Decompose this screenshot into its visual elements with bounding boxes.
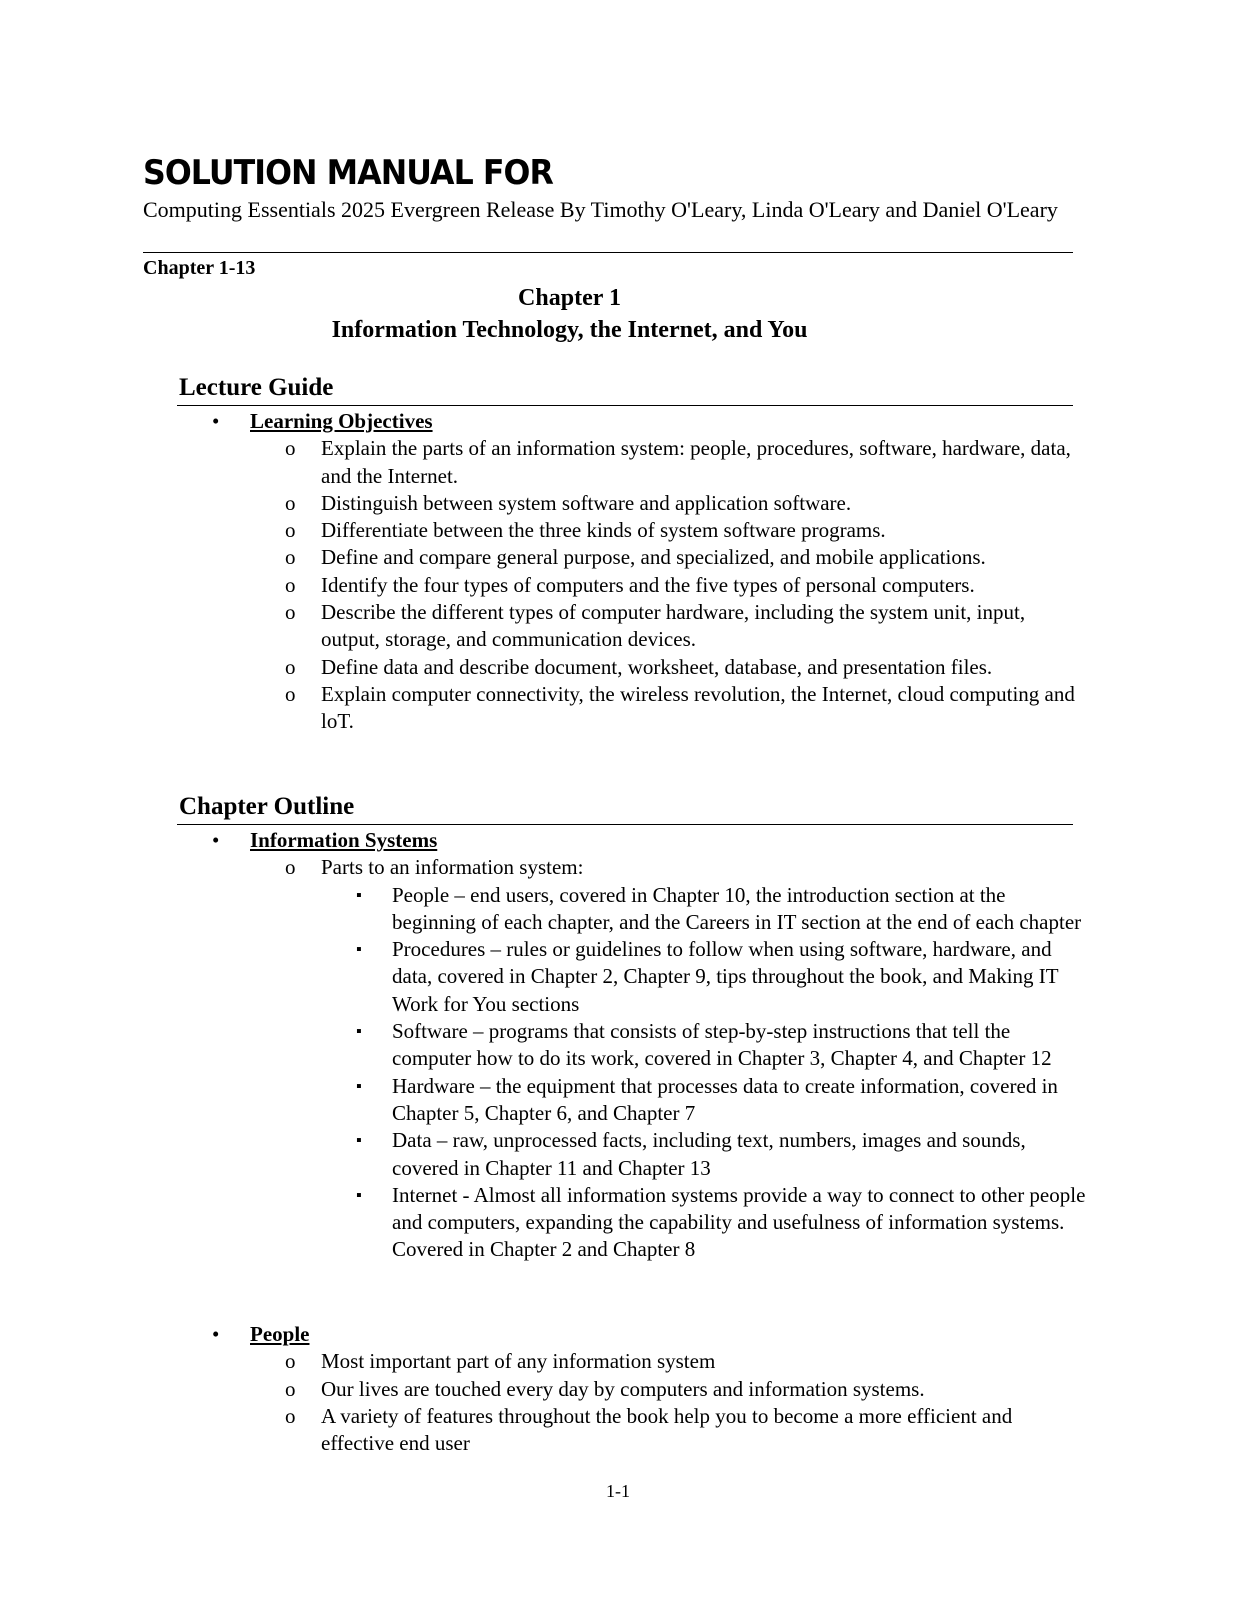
information-systems-block	[0, 827, 1236, 1264]
disc-bullet-icon: •	[212, 1322, 220, 1346]
disc-bullet-icon: •	[212, 828, 220, 852]
square-bullet-icon: ▪	[356, 1186, 362, 1204]
part-item	[0, 936, 1236, 1018]
circle-bullet-icon: o	[285, 1376, 296, 1401]
part-text: Data – raw, unprocessed facts, including text, numbers, images and sounds, covered in Chapter 11 and Chapter 13	[392, 1128, 1026, 1180]
circle-bullet-icon: o	[285, 1349, 296, 1374]
people-point-text: Our lives are touched every day by computers and information systems.	[321, 1376, 925, 1401]
part-item	[0, 1073, 1236, 1128]
objective-item	[0, 544, 1236, 571]
objective-item	[0, 681, 1236, 736]
objective-text: Explain computer connectivity, the wireless revolution, the Internet, cloud computing and loT.	[321, 681, 1075, 734]
header-rule	[143, 252, 1073, 253]
part-text: Hardware – the equipment that processes data to create information, covered in Chapter 5, Chapter 6, and Chapter 7	[392, 1073, 1058, 1125]
objective-item	[0, 599, 1236, 654]
square-bullet-icon: ▪	[356, 941, 362, 959]
parts-intro-text: Parts to an information system:	[321, 855, 584, 880]
circle-bullet-icon: o	[285, 1403, 296, 1428]
circle-bullet-icon: o	[285, 855, 296, 880]
part-text: Procedures – rules or guidelines to follow when using software, hardware, and data, covered in Chapter 2, Chapter 9, tips throughout the book, and Making IT Work for You sections	[392, 937, 1059, 1016]
part-text: Internet - Almost all information systems provide a way to connect to other people and computers, expanding the capability and usefulness of information systems. Covered in Chapter 2 and Chapter 8	[392, 1182, 1086, 1262]
people-block	[0, 1321, 1236, 1457]
objective-text: Explain the parts of an information system: people, procedures, software, hardware, data, and the Internet.	[321, 436, 1071, 488]
information-systems-label: Information Systems	[250, 828, 438, 852]
objective-text: Differentiate between the three kinds of system software programs.	[321, 518, 886, 543]
objective-text: Define and compare general purpose, and specialized, and mobile applications.	[321, 545, 986, 570]
page-number: 1-1	[606, 1481, 630, 1501]
objective-text: Describe the different types of computer hardware, including the system unit, input, output, storage, and communication devices.	[321, 600, 1026, 652]
chapter-title: Information Technology, the Internet, and You	[331, 317, 808, 343]
circle-bullet-icon: o	[285, 436, 296, 461]
book-subtitle: Computing Essentials 2025 Evergreen Release By Timothy O'Leary, Linda O'Leary and Daniel O'Leary	[143, 197, 1058, 222]
square-bullet-icon: ▪	[356, 1132, 362, 1150]
people-point-text: A variety of features throughout the book help you to become a more efficient and effective end user	[321, 1403, 1013, 1456]
section-rule	[177, 405, 1073, 406]
circle-bullet-icon: o	[285, 490, 296, 515]
people-point	[0, 1403, 1236, 1458]
parts-intro-item	[0, 854, 1236, 881]
people-item	[0, 1321, 1236, 1348]
circle-bullet-icon: o	[285, 600, 296, 625]
people-point	[0, 1376, 1236, 1403]
circle-bullet-icon: o	[285, 654, 296, 679]
chapter-range: Chapter 1-13	[143, 257, 256, 279]
square-bullet-icon: ▪	[356, 886, 362, 904]
objective-item	[0, 572, 1236, 599]
objective-text: Identify the four types of computers and the five types of personal computers.	[321, 572, 975, 597]
circle-bullet-icon: o	[285, 518, 296, 543]
circle-bullet-icon: o	[285, 572, 296, 597]
chapter-number: Chapter 1	[518, 285, 621, 311]
circle-bullet-icon: o	[285, 681, 296, 706]
objective-item	[0, 517, 1236, 544]
people-point	[0, 1348, 1236, 1375]
part-item	[0, 1127, 1236, 1182]
part-text: People – end users, covered in Chapter 10, the introduction section at the beginning of each chapter, and the Careers in IT section at the end of each chapter	[392, 882, 1082, 934]
objective-item	[0, 435, 1236, 490]
part-text: Software – programs that consists of step-by-step instructions that tell the computer how to do its work, covered in Chapter 3, Chapter 4, and Chapter 12	[392, 1019, 1052, 1071]
information-systems-item	[0, 827, 1236, 854]
square-bullet-icon: ▪	[356, 1077, 362, 1095]
lecture-guide-heading: Lecture Guide	[179, 374, 334, 401]
learning-objectives-label: Learning Objectives	[250, 409, 433, 433]
section-rule	[177, 824, 1073, 825]
chapter-outline-heading: Chapter Outline	[179, 793, 355, 820]
objective-item	[0, 490, 1236, 517]
objective-text: Distinguish between system software and application software.	[321, 490, 852, 515]
learning-objectives-block	[0, 408, 1236, 736]
objective-text: Define data and describe document, worksheet, database, and presentation files.	[321, 654, 993, 679]
circle-bullet-icon: o	[285, 545, 296, 570]
disc-bullet-icon: •	[212, 409, 220, 433]
part-item	[0, 882, 1236, 937]
people-label: People	[250, 1322, 310, 1346]
people-point-text: Most important part of any information system	[321, 1349, 716, 1374]
banner-title: SOLUTION MANUAL FOR	[143, 153, 553, 193]
learning-objectives-item	[0, 408, 1236, 435]
part-item	[0, 1182, 1236, 1264]
part-item	[0, 1018, 1236, 1073]
square-bullet-icon: ▪	[356, 1023, 362, 1041]
objective-item	[0, 654, 1236, 681]
